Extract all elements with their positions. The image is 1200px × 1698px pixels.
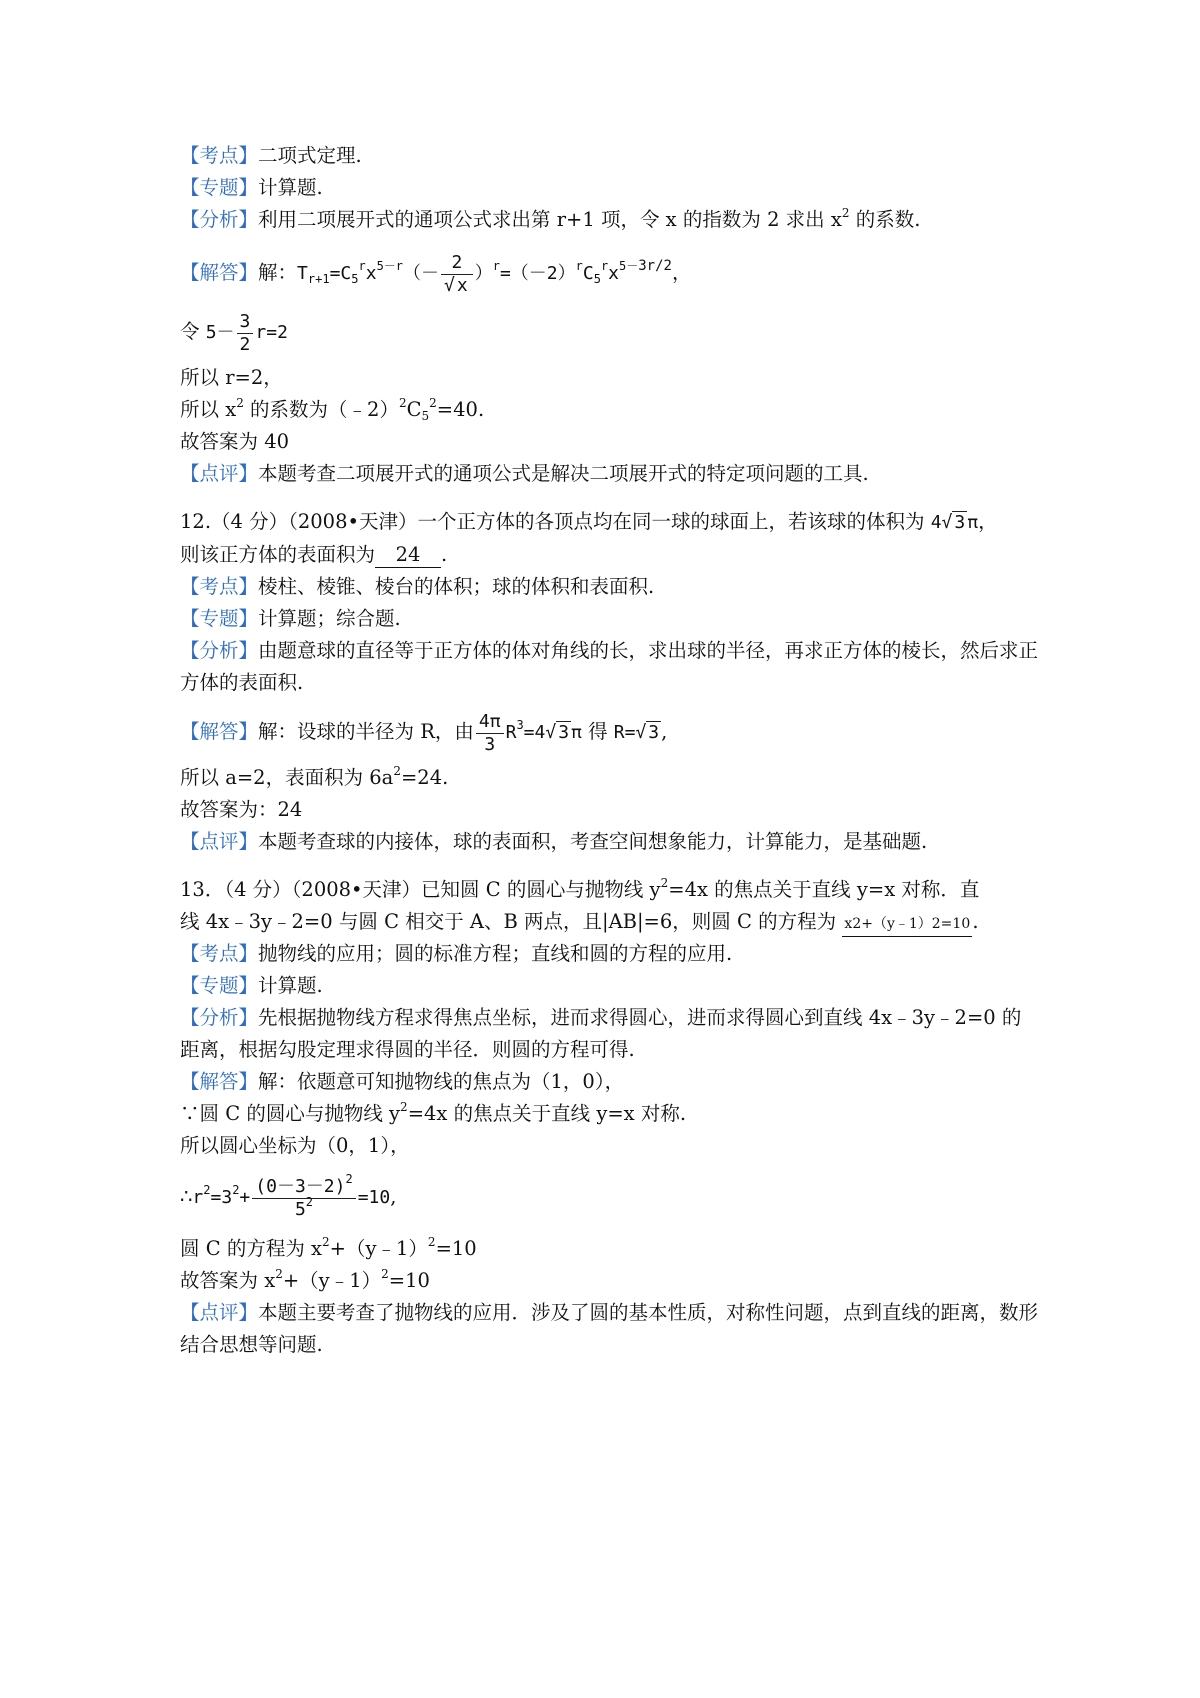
p11-kaodian-text: 二项式定理.	[258, 144, 362, 167]
p13-dianping-line	[180, 1297, 1040, 1361]
p12-stem2-pre: 则该正方体的表面积为	[180, 543, 376, 566]
p13-kaodian-line	[180, 938, 1040, 970]
jieda-label: 【解答】	[180, 1070, 259, 1093]
p11-dianping-text: 本题考查二项展开式的通项公式是解决二项展开式的特定项问题的工具.	[258, 462, 869, 485]
dianping-label: 【点评】	[180, 1301, 259, 1324]
fenxi-label: 【分析】	[180, 639, 259, 662]
p13-zhuanti-text: 计算题.	[258, 974, 323, 997]
dianping-label: 【点评】	[180, 830, 259, 853]
p12-answer-blank: 24	[375, 543, 441, 568]
p12-zhuanti-text: 计算题；综合题.	[258, 607, 401, 630]
p11-fenxi-text: 利用二项展开式的通项公式求出第 r+1 项，令 x 的指数为 2 求出 $x^2$ 的系数.	[258, 206, 921, 231]
p12-kaodian-line	[180, 571, 1040, 603]
p11-jieda-line2	[180, 303, 1040, 362]
p11-jieda-line5: 故答案为 40	[180, 430, 290, 453]
p11-jieda-line3: 所以 r=2，	[180, 366, 283, 389]
p12-dianping-line	[180, 826, 1040, 858]
jieda-label: 【解答】	[180, 261, 259, 284]
zhuanti-label: 【专题】	[180, 607, 259, 630]
p13-zhuanti-line	[180, 970, 1040, 1002]
jieda-label: 【解答】	[180, 720, 259, 743]
p13-dianping-text: 本题主要考查了抛物线的应用．涉及了圆的基本性质，对称性问题，点到直线的距离，数形结合思想等问题.	[180, 1301, 1039, 1356]
p13-stem-line2: 线 4x﹣3y﹣2=0 与圆 C 相交于 A、B 两点，且|AB|=6，则圆 C 的方程为 x2+（y﹣1）2=10 .	[180, 906, 1040, 938]
p13-jieda-line2: ∵圆 C 的圆心与抛物线 $y^2=4x$ 的焦点关于直线 y=x 对称.	[180, 1100, 687, 1125]
p13-jieda-text1: 解：依题意可知抛物线的焦点为（1，0），	[258, 1070, 625, 1093]
p12-dianping-text: 本题考查球的内接体，球的表面积，考查空间想象能力，计算能力，是基础题.	[258, 830, 928, 853]
p13-stem-line1: 13．（4 分）（2008•天津）已知圆 C 的圆心与抛物线 $y^2=4x$ 的焦点关于直线 y=x 对称．直	[180, 876, 980, 901]
p13-stem-end: .	[972, 910, 979, 933]
p13-kaodian-text: 抛物线的应用；圆的标准方程；直线和圆的方程的应用.	[258, 942, 733, 965]
p12-jieda-line2: 所以 a=2，表面积为 $6a^2=24$.	[180, 764, 449, 789]
p12-zhuanti-line	[180, 603, 1040, 635]
kaodian-label: 【考点】	[180, 942, 259, 965]
p11-fenxi-line	[180, 204, 1040, 236]
p12-jieda-line1	[180, 703, 1040, 762]
spacer	[180, 490, 1040, 506]
p12-kaodian-text: 棱柱、棱锥、棱台的体积；球的体积和表面积.	[258, 575, 655, 598]
spacer	[180, 858, 1040, 874]
p13-fenxi-text: 先根据抛物线方程求得焦点坐标，进而求得圆心，进而求得圆心到直线 4x﹣3y﹣2=0 的距离，根据勾股定理求得圆的半径．则圆的方程可得.	[180, 1006, 1022, 1061]
p12-stem-line2	[180, 539, 1040, 571]
kaodian-label: 【考点】	[180, 144, 259, 167]
p11-jieda-eq2: 令 5－ $\frac{3}{2}$ r=2	[180, 310, 288, 355]
p13-jieda-line1	[180, 1066, 1040, 1098]
p11-kaodian-line	[180, 140, 1040, 172]
p11-zhuanti-line	[180, 172, 1040, 204]
p12-stem2-post: .	[441, 543, 448, 566]
zhuanti-label: 【专题】	[180, 974, 259, 997]
p13-jieda-line5: 圆 C 的方程为 $x^2+(y﹣1)^2=10$	[180, 1235, 477, 1260]
fenxi-label: 【分析】	[180, 1006, 259, 1029]
p12-fenxi-line	[180, 635, 1040, 699]
p13-jieda-line6: 故答案为 $x^2+(y﹣1)^2=10$	[180, 1267, 430, 1292]
p11-zhuanti-text: 计算题.	[258, 176, 323, 199]
p13-fenxi-line	[180, 1002, 1040, 1066]
p12-jieda-line3: 故答案为：24	[180, 798, 303, 821]
dianping-label: 【点评】	[180, 462, 259, 485]
p13-answer-blank: x2+（y﹣1）2=10	[842, 912, 972, 937]
p11-jieda-line4: 所以 $x^2$ 的系数为$(﹣2)^2C_5^2=40$.	[180, 396, 485, 423]
p13-jieda-line3: 所以圆心坐标为（0，1），	[180, 1134, 410, 1157]
p11-jieda-line1	[180, 244, 1040, 303]
p13-jieda-line4: $\therefore r^2=3^2+$ $\frac{(0-3-2)^2}{5^2}$ =10,	[180, 1171, 397, 1220]
p12-stem-line1: 12.（4 分）（2008•天津）一个正方体的各顶点均在同一球的球面上，若该球的体积为 4√ 3 π，	[180, 510, 998, 533]
kaodian-label: 【考点】	[180, 575, 259, 598]
p11-dianping-line	[180, 458, 1040, 490]
p12-fenxi-text: 由题意球的直径等于正方体的体对角线的长，求出球的半径，再求正方体的棱长，然后求正方体的表面积.	[180, 639, 1039, 694]
zhuanti-label: 【专题】	[180, 176, 259, 199]
p12-jieda-formula: 解：设球的半径为 R，由 $\frac{4\pi}{3}$ $R^3=4√$ 3 π 得 R=√ 3 ,	[258, 710, 668, 755]
p11-jieda-formula: 解：$T_{r+1}=C_5^rx^{5-r}(-$ $\frac{2}{√ x}$ ）$^r=(-2)^rC_5^rx^{5-3r/2}$，	[258, 251, 692, 296]
fenxi-label: 【分析】	[180, 208, 259, 231]
document-content	[180, 140, 1040, 1361]
